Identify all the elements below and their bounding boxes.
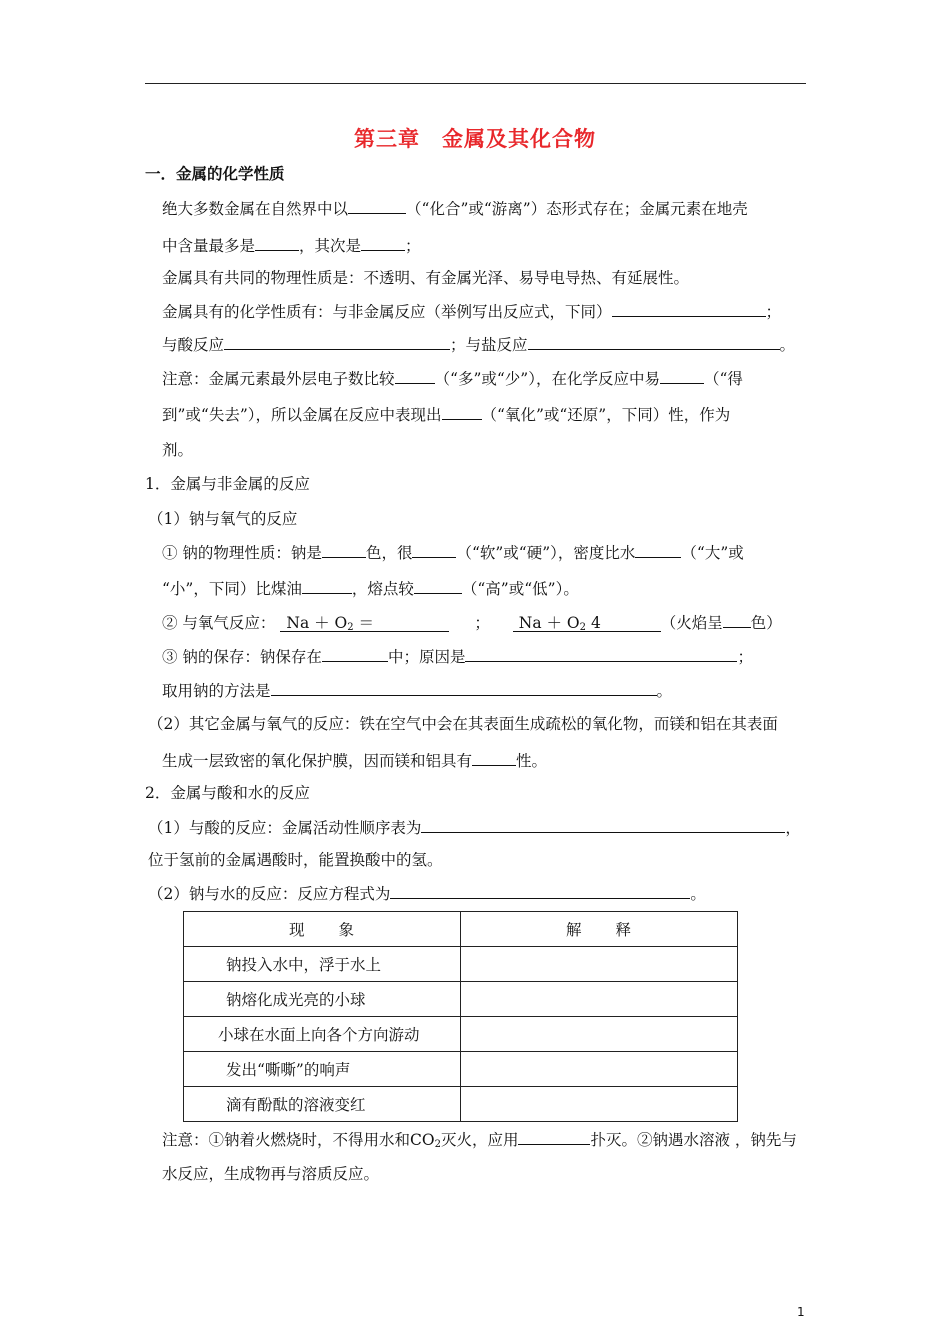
table-row bbox=[184, 1017, 738, 1052]
paragraph-line: （1）与酸的反应：金属活动性顺序表为 ， bbox=[148, 819, 801, 837]
item-heading: （1）钠与氧气的反应 bbox=[148, 510, 298, 528]
fill-blank[interactable] bbox=[414, 578, 462, 594]
table-cell: 滴有酚酞的溶液变红 bbox=[226, 1096, 366, 1114]
paragraph-line: 与酸反应 ；与盐反应 。 bbox=[162, 336, 796, 354]
fill-blank[interactable] bbox=[271, 680, 657, 696]
fill-blank[interactable] bbox=[442, 404, 482, 420]
table-cell: 钠熔化成光亮的小球 bbox=[226, 991, 366, 1009]
answer-cell[interactable] bbox=[461, 1087, 738, 1122]
header-rule bbox=[145, 83, 806, 84]
fill-blank[interactable] bbox=[390, 883, 690, 899]
answer-cell[interactable] bbox=[461, 947, 738, 982]
page-number: 1 bbox=[797, 1305, 805, 1319]
table-row bbox=[184, 947, 738, 982]
table-row bbox=[184, 1087, 738, 1122]
paragraph-line: “小”，下同）比煤油 ，熔点较 （“高”或“低”）。 bbox=[162, 580, 579, 598]
subsection-heading: 2．金属与酸和水的反应 bbox=[145, 784, 310, 802]
section-heading: 一．金属的化学性质 bbox=[145, 164, 285, 183]
fill-blank[interactable] bbox=[660, 368, 704, 384]
phenomenon-table bbox=[183, 911, 738, 1122]
fill-blank[interactable] bbox=[395, 368, 435, 384]
fill-blank[interactable] bbox=[612, 301, 766, 317]
table-row bbox=[184, 1052, 738, 1087]
fill-blank[interactable] bbox=[255, 235, 299, 251]
paragraph-line: 金属具有共同的物理性质是：不透明、有金属光泽、易导电导热、有延展性。 bbox=[162, 269, 690, 287]
answer-cell[interactable] bbox=[461, 1017, 738, 1052]
paragraph-line: 取用钠的方法是 。 bbox=[162, 682, 673, 700]
paragraph-line: 生成一层致密的氧化保护膜，因而镁和铝具有 性。 bbox=[162, 752, 548, 770]
paragraph-line: ③ 钠的保存：钠保存在 中；原因是 ； bbox=[162, 648, 753, 666]
fill-blank[interactable] bbox=[302, 578, 352, 594]
answer-cell[interactable] bbox=[461, 1052, 738, 1087]
paragraph-line: 注意：①钠着火燃烧时，不得用水和$CO_2$灭火，应用 扑灭。②钠遇水溶液 ，钠先与 bbox=[162, 1131, 797, 1150]
equation-blank[interactable]: $Na + O_2$ ＝ bbox=[280, 613, 449, 632]
fill-blank[interactable] bbox=[528, 334, 780, 350]
subsection-heading: 1．金属与非金属的反应 bbox=[145, 475, 310, 493]
fill-blank[interactable] bbox=[518, 1129, 590, 1145]
table-header: 解 释 bbox=[461, 912, 738, 947]
fill-blank[interactable] bbox=[412, 542, 456, 558]
paragraph-line: 金属具有的化学性质有：与非金属反应（举例写出反应式，下同） ； bbox=[162, 303, 782, 321]
fill-blank[interactable] bbox=[322, 542, 366, 558]
paragraph-line: （2）钠与水的反应：反应方程式为 。 bbox=[148, 885, 706, 903]
answer-cell[interactable] bbox=[461, 982, 738, 1017]
fill-blank[interactable] bbox=[348, 198, 406, 214]
fill-blank[interactable] bbox=[421, 817, 785, 833]
fill-blank[interactable] bbox=[465, 646, 737, 662]
table-cell: 钠投入水中，浮于水上 bbox=[226, 956, 382, 974]
paragraph-line: （2）其它金属与氧气的反应：铁在空气中会在其表面生成疏松的氧化物，而镁和铝在其表面 bbox=[148, 715, 778, 733]
paragraph-line: 位于氢前的金属遇酸时，能置换酸中的氢。 bbox=[148, 851, 443, 869]
paragraph-line: ② 与氧气反应： $Na + O_2$ ＝ ； $Na + O_2$ 4 （火焰呈 色） bbox=[162, 614, 782, 633]
fill-blank[interactable] bbox=[224, 334, 450, 350]
equation-blank[interactable]: $Na + O_2$ 4 bbox=[513, 613, 661, 632]
paragraph-line: 剂。 bbox=[162, 441, 194, 459]
paragraph-line: 绝大多数金属在自然界中以 （“化合”或“游离”）态形式存在；金属元素在地壳 bbox=[162, 200, 748, 218]
table-header: 现 象 bbox=[184, 912, 461, 947]
paragraph-line: ① 钠的物理性质：钠是 色，很 （“软”或“硬”），密度比水 （“大”或 bbox=[162, 544, 744, 562]
fill-blank[interactable] bbox=[322, 646, 388, 662]
paragraph-line: 到”或“失去”），所以金属在反应中表现出 （“氧化”或“还原”，下同）性，作为 bbox=[162, 406, 731, 424]
fill-blank[interactable] bbox=[723, 612, 751, 628]
fill-blank[interactable] bbox=[472, 750, 516, 766]
table-header-row bbox=[184, 912, 738, 947]
table-cell: 小球在水面上向各个方向游动 bbox=[218, 1026, 420, 1044]
table-cell: 发出“嘶嘶”的响声 bbox=[226, 1061, 351, 1079]
chapter-title: 第三章 金属及其化合物 bbox=[354, 126, 596, 151]
paragraph-line: 水反应，生成物再与溶质反应。 bbox=[162, 1165, 380, 1183]
paragraph-line: 注意：金属元素最外层电子数比较 （“多”或“少”），在化学反应中易 （“得 bbox=[162, 370, 743, 388]
fill-blank[interactable] bbox=[635, 542, 681, 558]
fill-blank[interactable] bbox=[361, 235, 405, 251]
table-row bbox=[184, 982, 738, 1017]
paragraph-line: 中含量最多是 ，其次是 ； bbox=[162, 237, 421, 255]
